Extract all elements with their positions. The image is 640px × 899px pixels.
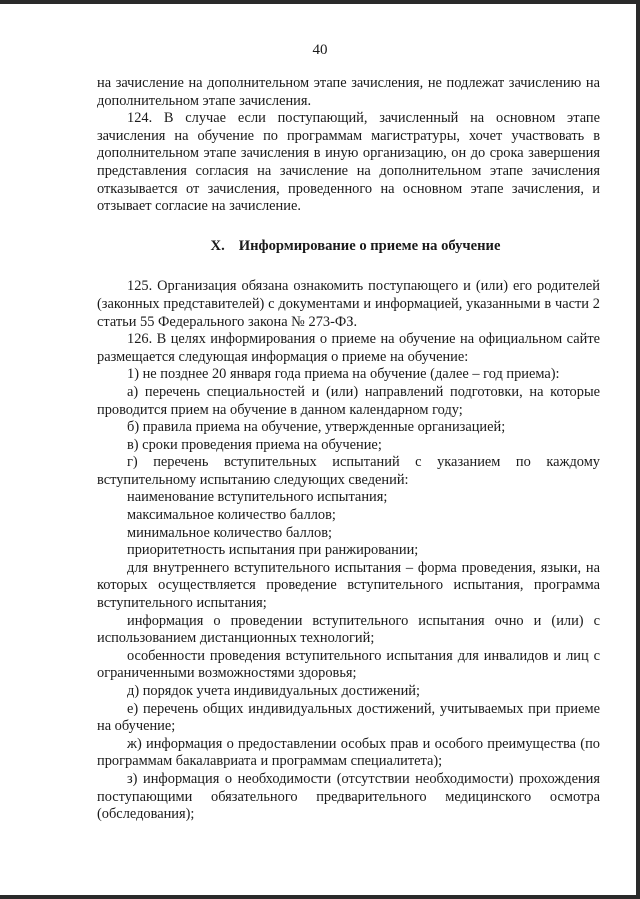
list-item-d: д) порядок учета индивидуальных достижений; [127,683,420,699]
paragraph-125: 125. Организация обязана ознакомить поступающего и (или) его родителей (законных представителей) с документами и информацией, указанными в части 2 статьи 55 Федерального закона № 273-ФЗ. [97,278,600,330]
section-heading [97,238,600,256]
paragraph-126: 126. В целях информирования о приеме на обучение на официальном сайте размещается следующая информация о приеме на обучение: [97,331,600,365]
sub-item-max-score: максимальное количество баллов; [127,507,336,524]
list-item-a: а) перечень специальностей и (или) направлений подготовки, на которые проводится прием на обучение в данном календарном году; [97,383,600,418]
document-body [97,75,600,824]
list-item-z: з) информация о необходимости (отсутствии необходимости) прохождения поступающими обязательного предварительного медицинского осмотра (обследования); [97,770,600,823]
sub-item-internal-exam: для внутреннего вступительного испытания – форма проведения, языки, на которых осуществляется проведение вступительного испытания, программа вступительного испытания; [97,559,600,612]
sub-item-remote: информация о проведении вступительного испытания очно и (или) с использованием дистанционных технологий; [97,612,600,647]
list-item-b: б) правила приема на обучение, утвержденные организацией; [127,419,506,436]
scan-border-right [636,0,640,899]
sub-item-disabled: особенности проведения вступительного испытания для инвалидов и лиц с ограниченными возможностями здоровья; [97,647,600,682]
sub-item-min-score: минимальное количество баллов; [127,524,333,541]
paragraph-continuation: на зачисление на дополнительном этапе зачисления, не подлежат зачислению на дополнительном этапе зачисления. [97,75,600,109]
scan-border-bottom [0,895,640,899]
page-number: 40 [312,42,328,58]
section-number: X. [210,237,225,254]
list-item-1: 1) не позднее 20 января года приема на обучение (далее – год приема): [127,366,560,383]
list-item-g: г) перечень вступительных испытаний с указанием по каждому вступительному испытанию следующих сведений: [97,454,600,488]
scan-border-top [0,0,640,4]
paragraph-124: 124. В случае если поступающий, зачисленный на основном этапе зачисления на обучение по программам магистратуры, хочет участвовать в дополнительном этапе зачисления в иную организацию, он до срока завершения представления согласия на зачисление на дополнительном этапе зачисления отказывается от зачисления, проведенного на основном этапе зачисления, и отзывает согласие на зачисление. [97,110,600,215]
list-item-zh: ж) информация о предоставлении особых прав и особого преимущества (по программам бакалавриата и программам специалитета); [97,735,600,770]
sub-item-name: наименование вступительного испытания; [127,489,388,506]
sub-item-priority: приоритетность испытания при ранжировании; [127,542,419,559]
section-title: Информирование о приеме на обучение [238,237,501,254]
list-item-e: е) перечень общих индивидуальных достижений, учитываемых при приеме на обучение; [97,700,600,735]
list-item-v: в) сроки проведения приема на обучение; [127,436,382,453]
